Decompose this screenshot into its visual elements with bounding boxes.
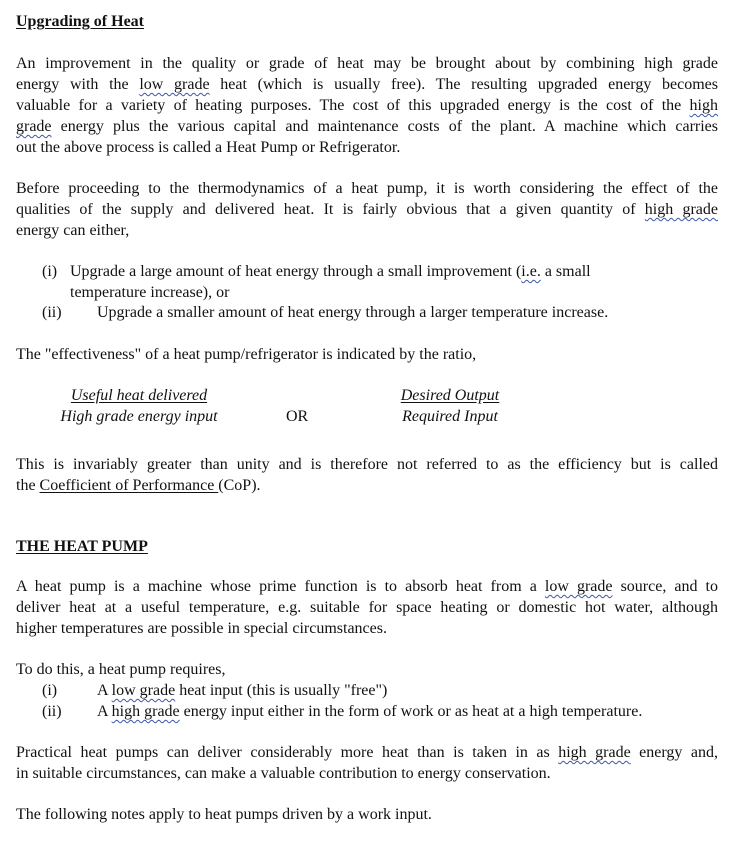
section-heading-upgrading: Upgrading of Heat: [16, 13, 144, 30]
text-line: higher temperatures are possible in special circumstances.: [16, 620, 387, 637]
list-number: (i): [42, 682, 58, 699]
ratio-desired-output: [390, 385, 510, 427]
text-line: energy can either,: [16, 222, 130, 239]
list-text: A high grade energy input either in the form of work or as heat at a high temperature.: [97, 703, 643, 720]
text-line: Before proceeding to the thermodynamics of a heat pump, it is worth considering the effect of the: [16, 180, 718, 197]
text-line: A heat pump is a machine whose prime function is to absorb heat from a low grade source, and to: [16, 578, 719, 595]
list-text: A low grade heat input (this is usually "free"): [97, 682, 388, 699]
spellcheck-underlined-term: high grade: [558, 744, 631, 761]
paragraph-heat-pump-definition: [16, 576, 718, 639]
spellcheck-underlined-term: grade: [16, 118, 52, 135]
list-number: (ii): [42, 703, 62, 720]
spellcheck-underlined-term: low grade: [139, 76, 210, 93]
list-text: temperature increase), or: [70, 284, 230, 301]
paragraph-practical: [16, 742, 718, 784]
text-line: energy with the low grade heat (which is usually free). The resulting upgraded energy becomes: [16, 76, 719, 93]
ratio-denominator: Required Input: [402, 408, 498, 425]
ratio-numerator: Desired Output: [400, 387, 500, 404]
text-line: grade energy plus the various capital and maintenance costs of the plant. A machine which carries: [16, 118, 718, 135]
paragraph-improvement: [16, 53, 718, 158]
paragraph-effectiveness: The "effectiveness" of a heat pump/refrigerator is indicated by the ratio,: [16, 346, 477, 363]
text-line: qualities of the supply and delivered heat. It is fairly obvious that a given quantity of high grade: [16, 201, 718, 218]
text-line: deliver heat at a useful temperature, e.g. suitable for space heating or domestic hot water, although: [16, 599, 718, 616]
text-line: in suitable circumstances, can make a valuable contribution to energy conservation.: [16, 765, 551, 782]
ratio-numerator: Useful heat delivered: [70, 387, 208, 404]
text-line: An improvement in the quality or grade of heat may be brought about by combining high grade: [16, 55, 718, 72]
text-line: Practical heat pumps can deliver considerably more heat than is taken in as high grade energy and,: [16, 744, 718, 761]
list-number: (i): [42, 263, 58, 280]
text-line: This is invariably greater than unity and is therefore not referred to as the efficiency but is called: [16, 456, 718, 473]
spellcheck-underlined-term: high: [689, 97, 718, 114]
or-label: OR: [286, 408, 309, 425]
paragraph-before-proceeding: [16, 178, 718, 241]
text-line: the Coefficient of Performance (CoP).: [16, 477, 261, 494]
list-number: (ii): [42, 304, 62, 321]
text-line: out the above process is called a Heat Pump or Refrigerator.: [16, 139, 401, 156]
section-heading-heat-pump: THE HEAT PUMP: [16, 538, 148, 555]
list-text: Upgrade a large amount of heat energy through a small improvement (i.e. a small: [70, 263, 591, 280]
paragraph-cop: [16, 454, 718, 496]
list-text: Upgrade a smaller amount of heat energy through a larger temperature increase.: [97, 304, 609, 321]
spellcheck-underlined-term: i.e.: [521, 263, 541, 280]
ratio-denominator: High grade energy input: [60, 408, 218, 425]
paragraph-requires: To do this, a heat pump requires,: [16, 661, 226, 678]
ratio-useful-heat: [50, 385, 228, 427]
spellcheck-underlined-term: high grade: [644, 201, 718, 218]
spellcheck-underlined-term: high grade: [111, 703, 180, 720]
spellcheck-underlined-term: low grade: [544, 578, 613, 595]
paragraph-notes: The following notes apply to heat pumps driven by a work input.: [16, 806, 432, 823]
text-line: valuable for a variety of heating purposes. The cost of this upgraded energy is the cost of the high: [16, 97, 718, 114]
spellcheck-underlined-term: low grade: [111, 682, 176, 699]
underlined-term: Coefficient of Performance: [39, 477, 219, 494]
